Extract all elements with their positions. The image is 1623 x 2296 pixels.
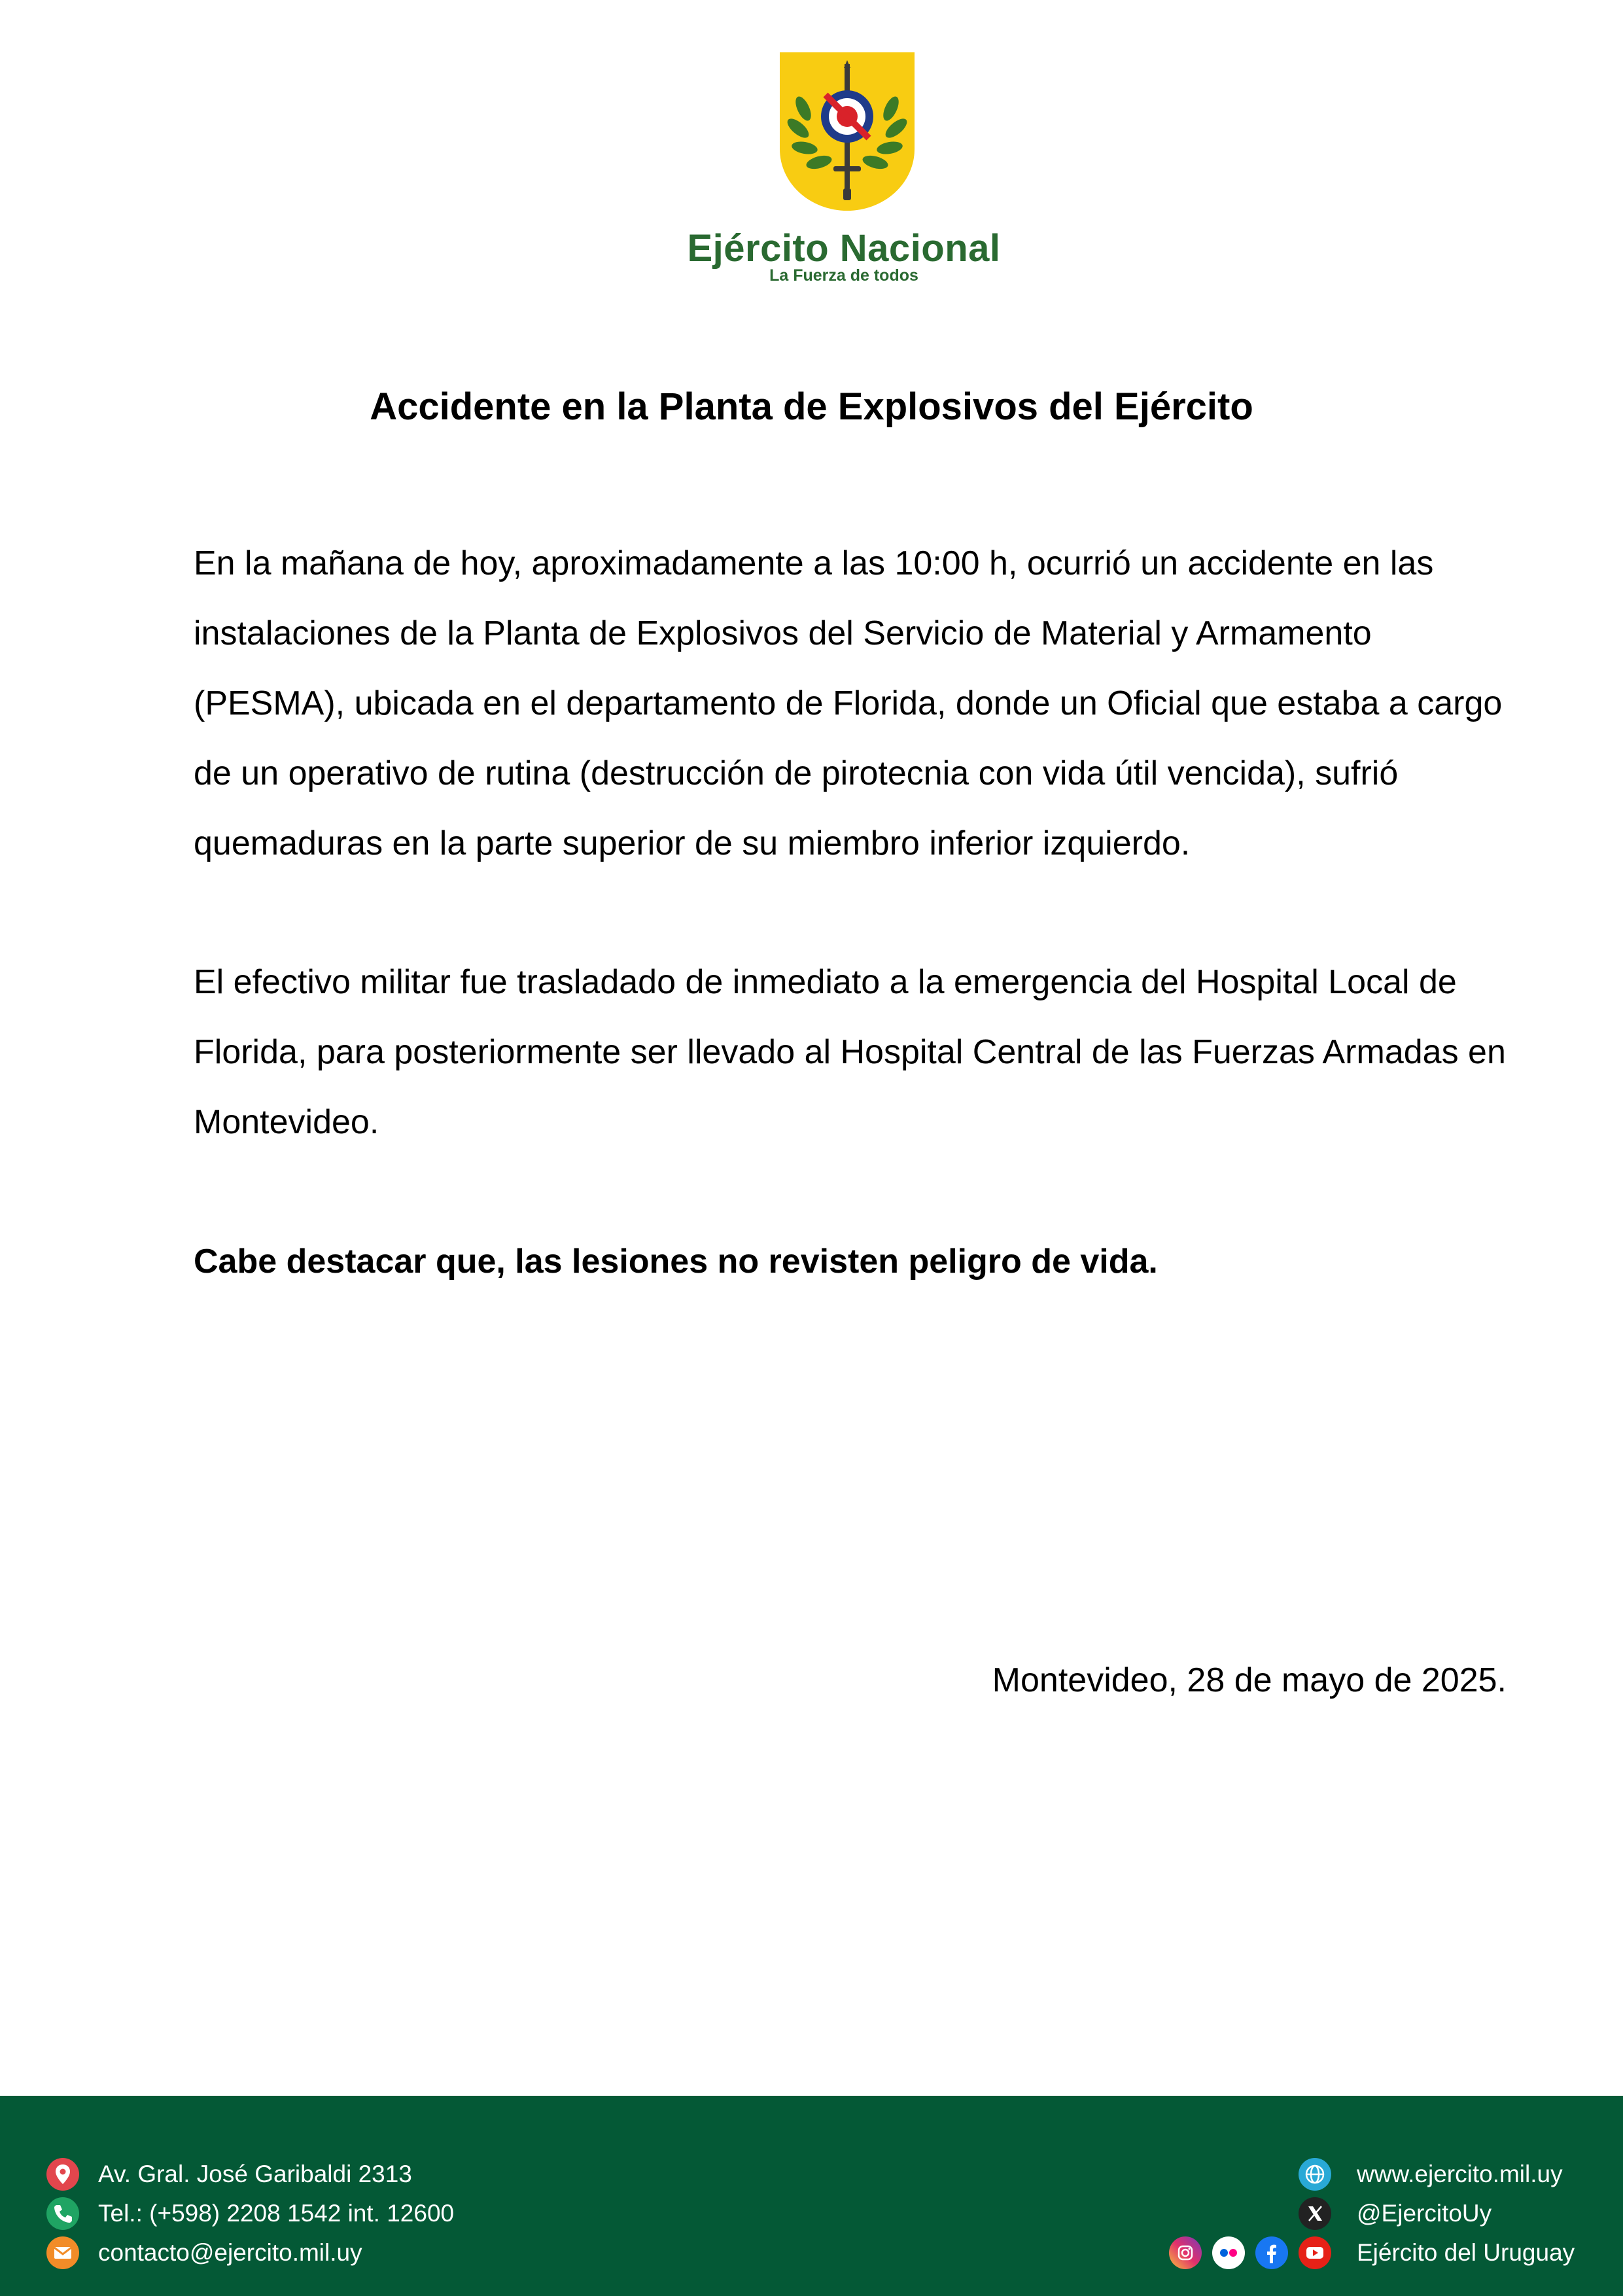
footer-email[interactable]	[46, 2233, 362, 2272]
youtube-icon[interactable]	[1298, 2236, 1332, 2270]
footer-website[interactable]	[1298, 2155, 1582, 2194]
army-shield-icon	[778, 51, 916, 212]
footer-address	[46, 2155, 412, 2194]
footer-phone	[46, 2194, 454, 2233]
organization-slogan: La Fuerza de todos	[769, 266, 918, 285]
footer-social-name-text: Ejército del Uruguay	[1357, 2239, 1575, 2266]
footer-social	[1168, 2233, 1582, 2272]
footer-email-text[interactable]: contacto@ejercito.mil.uy	[98, 2239, 362, 2266]
place-date: Montevideo, 28 de mayo de 2025.	[992, 1661, 1507, 1699]
paragraph-transfer: El efectivo militar fue trasladado de inmediato a la emergencia del Hospital Local de Florida, para posteriormente ser llevado al Hospital Central de las Fuerzas Armadas en Montevideo.	[194, 963, 1506, 1141]
footer	[0, 2096, 1623, 2296]
paragraph-accident: En la mañana de hoy, aproximadamente a las 10:00 h, ocurrió un accidente en las instalaciones de la Planta de Explosivos del Servicio de Material y Armamento (PESMA), ubicada en el departamento de Florida, donde un Oficial que estaba a cargo de un operativo de rutina (destrucción de pirotecnia con vida útil vencida), sufrió quemaduras en la parte superior de su miembro inferior izquierdo.	[194, 544, 1503, 862]
x-logo-icon	[1298, 2197, 1332, 2231]
paragraph-highlight: Cabe destacar que, las lesiones no revisten peligro de vida.	[194, 1243, 1158, 1280]
logo-block	[680, 51, 1007, 293]
footer-x-handle-text[interactable]: @EjercitoUy	[1357, 2200, 1492, 2227]
envelope-icon	[46, 2236, 80, 2270]
organization-name: Ejército Nacional	[687, 227, 1001, 270]
document-title: Accidente en la Planta de Explosivos del Ejército	[370, 385, 1253, 428]
instagram-icon[interactable]	[1168, 2236, 1202, 2270]
location-pin-icon	[46, 2157, 80, 2191]
footer-x-handle[interactable]	[1298, 2194, 1582, 2233]
footer-address-text: Av. Gral. José Garibaldi 2313	[98, 2161, 412, 2187]
flickr-icon[interactable]	[1212, 2236, 1246, 2270]
phone-icon	[46, 2197, 80, 2231]
footer-website-text[interactable]: www.ejercito.mil.uy	[1357, 2161, 1563, 2187]
facebook-icon[interactable]	[1255, 2236, 1289, 2270]
footer-phone-text: Tel.: (+598) 2208 1542 int. 12600	[98, 2200, 455, 2227]
social-icons	[1168, 2236, 1332, 2270]
globe-icon	[1298, 2157, 1332, 2191]
